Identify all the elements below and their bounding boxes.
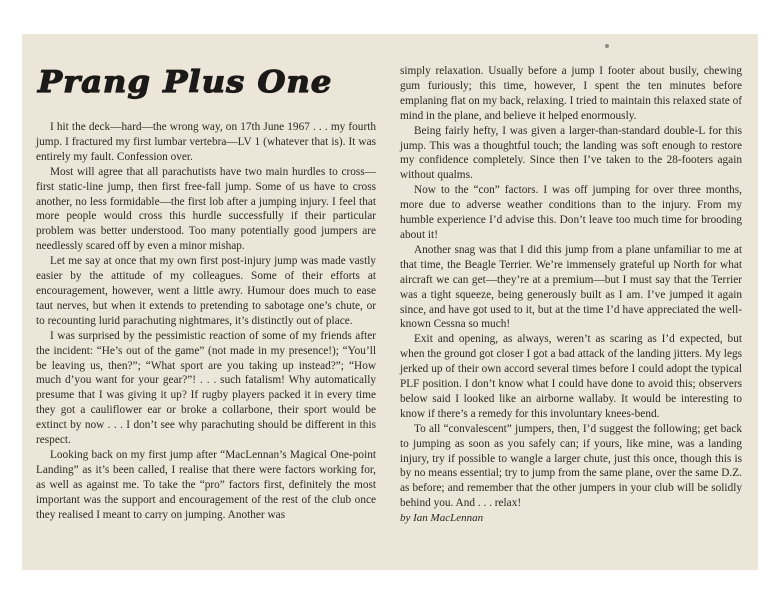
magazine-page	[22, 34, 758, 570]
byline: by Ian MacLennan	[400, 512, 484, 525]
paragraph: Exit and opening, as always, weren’t as scaring as I’d expected, but when the ground got closer I got a bad attack of the landing jitters. My legs jerked up of their own accord several times before I could adopt the typical PLF position. I don’t know what I could have done to avoid this; observers below said I looked like an airborne wallaby. It would be interesting to know if there’s a remedy for this involuntary knees-bend.	[400, 333, 742, 420]
paragraph: Let me say at once that my own first post-injury jump was made vastly easier by the attitude of my colleagues. Some of their efforts at encouragement, however, went a little awry. Humour does much to ease taut nerves, but when it extends to pretending to sabotage one’s chute, or to recounting lurid parachuting nightmares, it’s distinctly out of place.	[36, 255, 376, 327]
paragraph: Most will agree that all parachutists have two main hurdles to cross—first static-line jump, then first free-fall jump. Some of us have to cross another, no less formidable—the first lob after a jumping injury. I feel that more people would cross this hurdle successfully if their particular problem was better understood. Too many potentially good jumpers are needlessly scared off by even a minor mishap.	[36, 165, 376, 253]
article-title: Prang Plus One	[38, 65, 333, 100]
paragraph: Being fairly hefty, I was given a larger-than-standard double-L for this jump. This was a thoughtful touch; the landing was soft enough to restore my confidence completely. Since then I’ve taken to the 28-footers again without qualms.	[400, 124, 742, 182]
paragraph: To all “convalescent” jumpers, then, I’d suggest the following; get back to jumping as soon as you safely can; if yours, like mine, was a landing injury, try if possible to wangle a larger chute, just this once, though this is by no means essential; try to jump from the same plane, over the same D.Z. as before; and remember that the other jumpers in your club will be solidly behind you. And . . . relax!	[400, 422, 742, 510]
paragraph: Looking back on my first jump after “MacLennan’s Magical One-point Landing” as it’s been called, I realise that there were factors working for, as well as against me. To take the “pro” factors first, definitely the most important was the support and encouragement of the rest of the club once they realised I meant to carry on jumping. Another was	[36, 448, 376, 521]
right-column	[400, 64, 742, 526]
paragraph: simply relaxation. Usually before a jump I footer about busily, chewing gum furiously; this time, however, I spent the ten minutes before emplaning flat on my back, relaxing. I tried to maintain this relaxed state of mind in the plane, and believe it helped enormously.	[400, 65, 742, 122]
paragraph: I was surprised by the pessimistic reaction of some of my friends after the incident: “He’s out of the game” (not made in my presence!); “You’ll be leaving us, then?”; “What sport are you taking up instead?”; “How much d’you want for your gear?”! . . . such fatalism! Why automatically presume that I was giving it up? If rugby players packed it in every time they got a cauliflower ear or broke a collarbone, their sport would be extinct by now . . . I don’t see why parachuting should be different in this respect.	[36, 329, 376, 447]
page-mark	[605, 44, 609, 48]
left-column	[36, 120, 376, 522]
paragraph: Another snag was that I did this jump from a plane unfamiliar to me at that time, the Beagle Terrier. We’re immensely grateful up North for what aircraft we can get—they’re at a premium—but I must say that the Terrier was a tight squeeze, being generously built as I am. I’ve jumped it again since, and have got used to it, but at the time I’d have appreciated the well-known Cessna so much!	[400, 243, 742, 331]
paragraph: I hit the deck—hard—the wrong way, on 17th June 1967 . . . my fourth jump. I fractured my first lumbar vertebra—LV 1 (whatever that is). It was entirely my fault. Confession over.	[36, 121, 376, 163]
paragraph: Now to the “con” factors. I was off jumping for over three months, more due to adverse weather conditions than to the injury. From my humble experience I’d advise this. Don’t leave too much time for brooding about it!	[400, 184, 742, 241]
